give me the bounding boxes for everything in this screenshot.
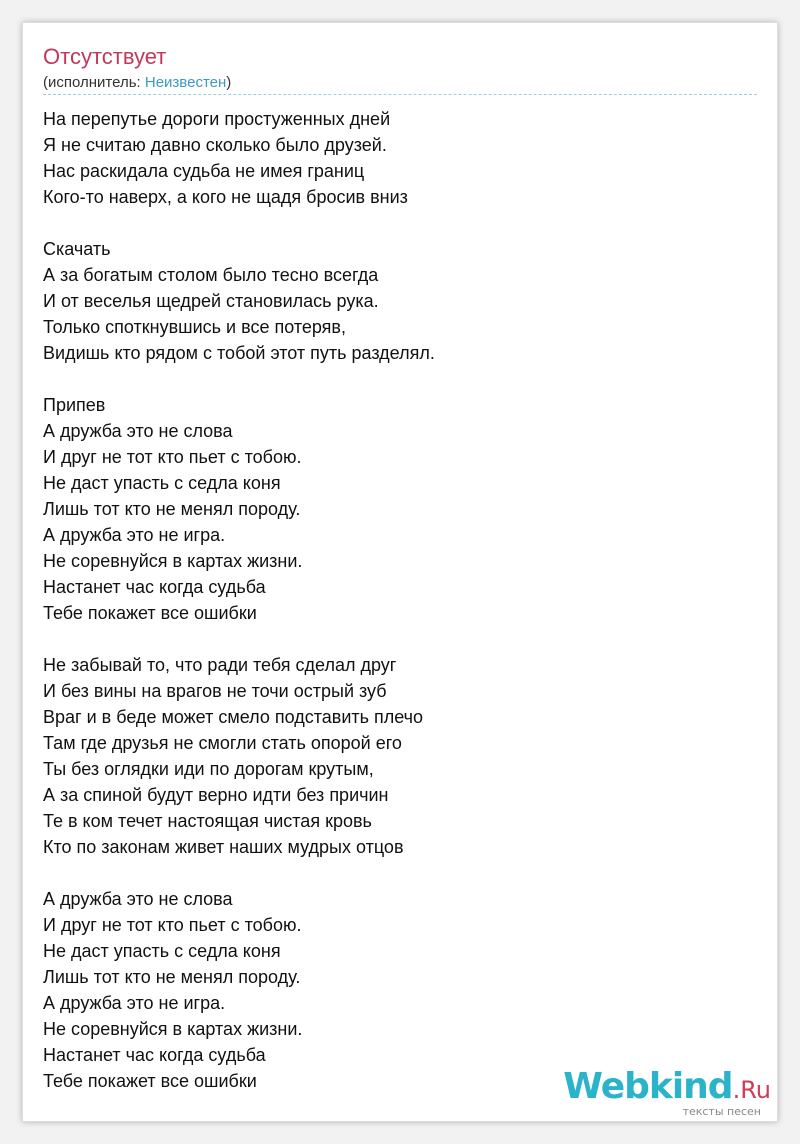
lyrics-stanza xyxy=(43,236,743,366)
lyrics-line: Лишь тот кто не менял породу. xyxy=(43,967,301,987)
artist-line xyxy=(43,73,231,93)
artist-suffix: ) xyxy=(226,74,232,91)
lyrics-stanza xyxy=(43,106,743,210)
logo-tld: .Ru xyxy=(732,1076,771,1104)
lyrics-line: Настанет час когда судьба xyxy=(43,577,266,597)
lyrics-line: И друг не тот кто пьет с тобою. xyxy=(43,447,302,467)
lyrics-line: Припев xyxy=(43,395,106,415)
lyrics-line: А дружба это не слова xyxy=(43,889,233,909)
lyrics-line: А дружба это не игра. xyxy=(43,525,226,545)
lyrics-line: Тебе покажет все ошибки xyxy=(43,1071,257,1091)
lyrics-line: Не соревнуйся в картах жизни. xyxy=(43,1019,303,1039)
lyrics-line: И от веселья щедрей становилась рука. xyxy=(43,291,379,311)
lyrics-line: А дружба это не слова xyxy=(43,421,233,441)
lyrics-line: Только споткнувшись и все потеряв, xyxy=(43,317,346,337)
lyrics-line: Не забывай то, что ради тебя сделал друг xyxy=(43,655,397,675)
lyrics-stanza xyxy=(43,886,743,1094)
lyrics-line: Лишь тот кто не менял породу. xyxy=(43,499,301,519)
lyrics-line: Тебе покажет все ошибки xyxy=(43,603,257,623)
lyrics-line: А дружба это не игра. xyxy=(43,993,226,1013)
lyrics-line: Нас раскидала судьба не имея границ xyxy=(43,161,365,181)
lyrics-line: Не соревнуйся в картах жизни. xyxy=(43,551,303,571)
logo-tagline: тексты песен xyxy=(682,1105,761,1118)
lyrics-line: И друг не тот кто пьет с тобою. xyxy=(43,915,302,935)
lyrics-stanza xyxy=(43,392,743,626)
lyrics-line: Ты без оглядки иди по дорогам крутым, xyxy=(43,759,374,779)
lyrics-line: На перепутье дороги простуженных дней xyxy=(43,109,391,129)
lyrics-line: Скачать xyxy=(43,239,111,259)
lyrics-line: Не даст упасть с седла коня xyxy=(43,941,281,961)
site-logo[interactable] xyxy=(563,1066,771,1118)
lyrics-line: Кого-то наверх, а кого не щадя бросив вниз xyxy=(43,187,408,207)
lyrics-stanza xyxy=(43,652,743,860)
lyrics-line: Враг и в беде может смело подставить плечо xyxy=(43,707,424,727)
lyrics-line: Я не считаю давно сколько было друзей. xyxy=(43,135,387,155)
lyrics-line: Видишь кто рядом с тобой этот путь разделял. xyxy=(43,343,435,363)
song-title: Отсутствует xyxy=(43,44,167,69)
lyrics-line: И без вины на врагов не точи острый зуб xyxy=(43,681,387,701)
lyrics-line: Настанет час когда судьба xyxy=(43,1045,266,1065)
lyrics-sheet xyxy=(22,22,778,1122)
title-divider xyxy=(43,94,757,95)
logo-word: Webkind xyxy=(563,1066,733,1107)
lyrics-line: Те в ком течет настоящая чистая кровь xyxy=(43,811,372,831)
lyrics-line: А за богатым столом было тесно всегда xyxy=(43,265,379,285)
lyrics-line: Кто по законам живет наших мудрых отцов xyxy=(43,837,404,857)
lyrics-body xyxy=(43,106,743,1094)
lyrics-line: Не даст упасть с седла коня xyxy=(43,473,281,493)
artist-prefix: (исполнитель: xyxy=(43,74,145,91)
artist-name-link[interactable]: Неизвестен xyxy=(144,74,227,91)
lyrics-line: А за спиной будут верно идти без причин xyxy=(43,785,389,805)
lyrics-line: Там где друзья не смогли стать опорой его xyxy=(43,733,402,753)
